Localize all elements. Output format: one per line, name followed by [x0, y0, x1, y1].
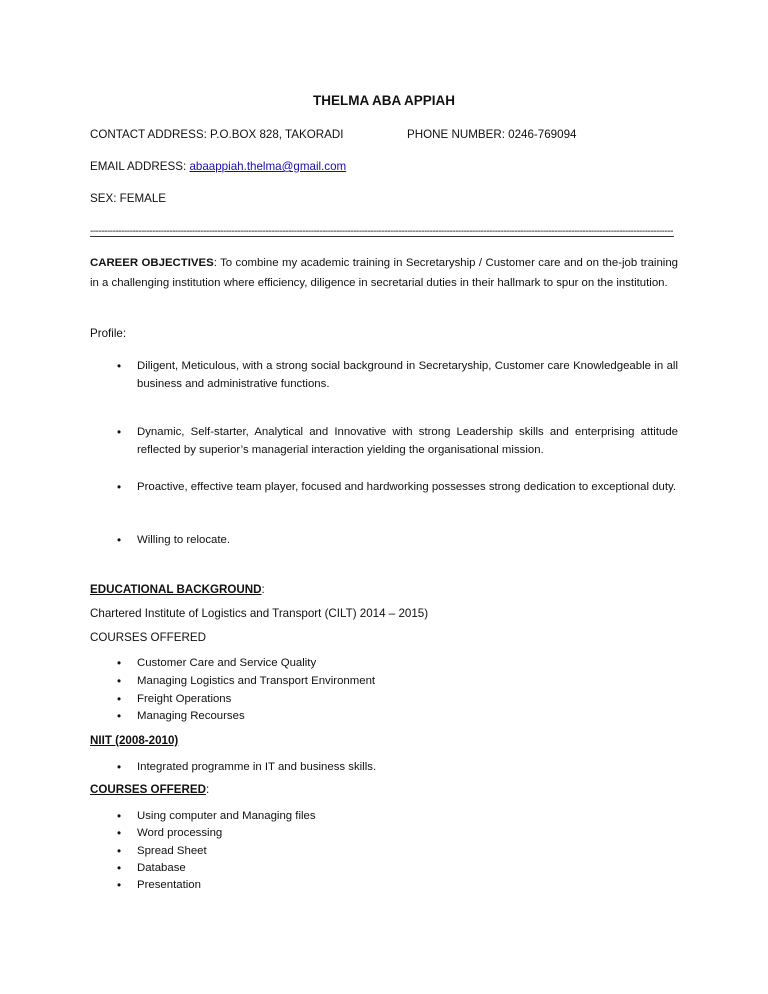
profile-item: • Willing to relocate. [117, 532, 678, 550]
bullet-icon: • [117, 710, 122, 723]
education-heading: EDUCATIONAL BACKGROUND: [90, 583, 265, 596]
course-item: • Presentation [117, 877, 678, 895]
bullet-icon: • [117, 862, 122, 875]
cilt-institution: Chartered Institute of Logistics and Transport (CILT) 2014 – 2015) [90, 607, 429, 620]
divider-line [90, 236, 674, 237]
course-item: • Spread Sheet [117, 843, 678, 861]
email-label: EMAIL ADDRESS: [90, 160, 190, 173]
course-item: • Managing Logistics and Transport Environment [117, 673, 678, 691]
bullet-icon: • [117, 693, 122, 706]
profile-item: • Dynamic, Self-starter, Analytical and Innovative with strong Leadership skills and enterprising attitude reflected by superior’s managerial interaction yielding the organisational mission. [117, 426, 678, 456]
course-item: • Using computer and Managing files [117, 808, 678, 826]
course-item: • Managing Recourses [117, 708, 678, 726]
career-objectives [90, 253, 678, 293]
bullet-icon: • [117, 845, 122, 858]
email-line [90, 159, 346, 175]
course-item: • Word processing [117, 825, 678, 843]
courses-offered-label: COURSES OFFERED [90, 631, 206, 644]
profile-label: Profile: [90, 327, 127, 340]
divider: -------------------------------------------------------------------------------------------------------------------------------------------------------------------------------------------------------------- [90, 228, 673, 236]
contact-address: CONTACT ADDRESS: P.O.BOX 828, TAKORADI [90, 128, 344, 141]
course-item: • Customer Care and Service Quality [117, 655, 678, 673]
career-text: : To combine my academic training in Secretaryship / Customer care and on the-job training in a challenging institution where efficiency, diligence in secretarial duties in their hallmark to spur on the institution. [90, 257, 678, 289]
course-item: • Database [117, 860, 678, 878]
course-item: • Freight Operations [117, 691, 678, 709]
profile-item: • Proactive, effective team player, focused and hardworking possesses strong dedication to exceptional duty. [117, 479, 678, 497]
career-label: CAREER OBJECTIVES [90, 257, 214, 269]
niit-heading: NIIT (2008-2010) [90, 734, 179, 747]
niit-item: • Integrated programme in IT and business skills. [117, 759, 678, 777]
bullet-icon: • [117, 426, 122, 439]
bullet-icon: • [117, 481, 122, 494]
resume-name: THELMA ABA APPIAH [313, 93, 455, 108]
email-link[interactable]: abaappiah.thelma@gmail.com [189, 160, 347, 173]
bullet-icon: • [117, 534, 122, 547]
bullet-icon: • [117, 827, 122, 840]
bullet-icon: • [117, 657, 122, 670]
bullet-icon: • [117, 879, 122, 892]
bullet-icon: • [117, 675, 122, 688]
bullet-icon: • [117, 761, 122, 774]
bullet-icon: • [117, 810, 122, 823]
phone-number: PHONE NUMBER: 0246-769094 [407, 128, 577, 141]
sex: SEX: FEMALE [90, 192, 167, 205]
profile-item: • Diligent, Meticulous, with a strong social background in Secretaryship, Customer care Knowledgeable in all business and administrative functions. [117, 360, 678, 390]
bullet-icon: • [117, 360, 122, 373]
courses-offered-heading: COURSES OFFERED: [90, 783, 210, 796]
